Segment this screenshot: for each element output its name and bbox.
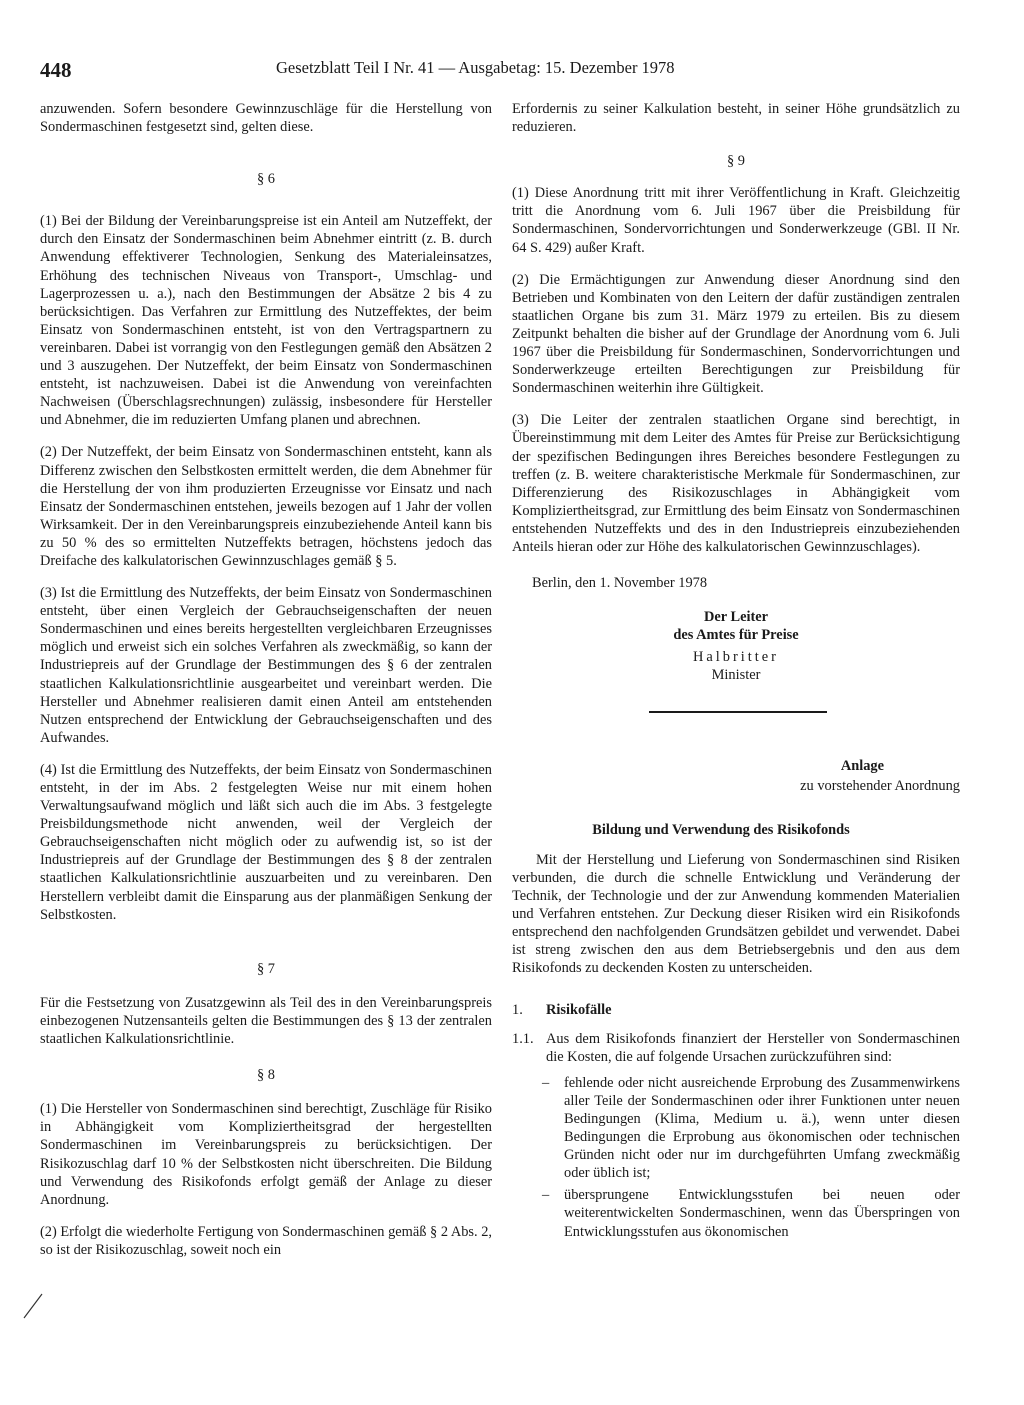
dash-item-1-text: fehlende oder nicht ausreichende Erprobung des Zusammenwirkens aller Teile der Sondermaschinen oder ihrer Funktionen unter neuen Bedingungen (Klima, Medium u. ä.), wenn unter diesen Bedingungen die Erprobung aus ökonomischen oder technischen Gründen nicht oder nur im durchgeführten Umfang zweckmäßig oder üblich ist; — [564, 1074, 960, 1182]
item-1-1 — [512, 1030, 960, 1066]
annex-subheading: zu vorstehender Anordnung — [800, 777, 960, 794]
page-header — [40, 58, 984, 84]
section-9-paragraph-3: (3) Die Leiter der zentralen staatlichen Organe sind berechtigt, in Übereinstimmung mit dem Leiter des Amtes für Preise zur Berücksichtigung der spezifischen Bedingungen ihres Bereiches besondere Festlegungen zu treffen (z. B. weitere charakteristische Merkmale für Sondermaschinen, zur Differenzierung des Risikozuschlages in Abhängigkeit vom Kompliziertheitsgrad, zur Ermittlung des beim Einsatz von Sondermaschinen entstehenden Nutzeffekts und des in den Industriepreis einzubeziehenden Anteils hieran oder zur Höhe des kalkulatorischen Gewinnzuschlages). — [512, 412, 960, 555]
item-1-heading — [512, 1001, 960, 1019]
section-9-heading: § 9 — [727, 153, 745, 170]
separator-rule — [649, 711, 827, 713]
dash-marker: – — [542, 1074, 550, 1091]
section-8-paragraph-1: (1) Die Hersteller von Sondermaschinen sind berechtigt, Zuschläge für Risiko in Abhängigkeit vom Kompliziertheitsgrad der hergestellten Sondermaschinen im Vereinbarungspreis zu berücksichtigen. Der Risikozuschlag darf 10 % der Selbstkosten nicht überschreiten. Die Bildung und Verwendung des Risikofonds erfolgt gemäß der Anlage zu dieser Anordnung. — [40, 1101, 492, 1208]
item-1-1-text: Aus dem Risikofonds finanziert der Hersteller von Sondermaschinen die Kosten, die auf folgende Ursachen zurückzuführen sind: — [546, 1030, 960, 1065]
section-8-heading: § 8 — [257, 1067, 275, 1084]
section-6-paragraph-4: (4) Ist die Ermittlung des Nutzeffekts, der beim Einsatz von Sondermaschinen entsteht, in der im Abs. 2 festgelegten Weise nur mit einem hohen Verwaltungsaufwand möglich und läßt sich auch die im Abs. 3 festgelegte Preisbildungsmethode nicht anwenden, weil der Vergleich der Gebrauchseigenschaften nicht möglich oder zu aufwendig ist, so ist der Industriepreis auf der Grundlage der Bestimmungen des § 8 der zentralen staatlichen Kalkulationsrichtlinie auszuarbeiten und zu vereinbaren. Den Herstellern verbleibt damit die Einsparung aus der planmäßigen Senkung der Selbstkosten. — [40, 761, 492, 923]
signatory-role: Minister — [711, 667, 761, 684]
paragraph-continuation: Erfordernis zu seiner Kalkulation besteht, in seiner Höhe grundsätzlich zu reduzieren. — [512, 101, 960, 136]
paragraph-continuation: anzuwenden. Sofern besondere Gewinnzuschläge für die Herstellung von Sondermaschinen festgesetzt sind, gelten diese. — [40, 101, 492, 136]
section-8-paragraph-2: (2) Erfolgt die wiederholte Fertigung von Sondermaschinen gemäß § 2 Abs. 2, so ist der Risikozuschlag, soweit noch ein — [40, 1223, 493, 1258]
dash-item-1 — [542, 1074, 960, 1183]
dash-item-2-text: übersprungene Entwicklungsstufen bei neuen oder weiterentwickelten Sondermaschinen, wenn das Überspringen von Entwicklungsstufen aus ökonomischen — [564, 1187, 960, 1240]
place-and-date: Berlin, den 1. November 1978 — [532, 575, 708, 592]
page-number: 448 — [40, 58, 72, 82]
margin-pencil-mark — [20, 1290, 50, 1320]
section-9-paragraph-2: (2) Die Ermächtigungen zur Anwendung dieser Anordnung sind den Betrieben und Kombinaten von den Leitern der dafür zuständigen zentralen staatlichen Organe bis zum 31. März 1979 zu erteilen. Bis zu diesem Zeitpunkt behalten die bisher auf der Grundlage der Anordnung vom 6. Juli 1967 über die Preisbildung für Sondermaschinen, Sondervorrichtungen und Sonderwerkzeuge erteilten Berechtigungen zur Preisbildung für Sondermaschinen weiterhin ihre Gültigkeit. — [512, 271, 960, 397]
section-7-heading: § 7 — [257, 960, 275, 977]
annex-heading: Anlage — [840, 757, 884, 774]
section-6-paragraph-1: (1) Bei der Bildung der Vereinbarungspreise ist ein Anteil am Nutzeffekt, der durch den Einsatz der Sondermaschinen beim Abnehmer eintritt (z. B. durch Anwendung effektiverer Technologien, Senkung des Materialeinsatzes, Erhöhung des technischen Niveaus von Transport-, Umschlag- und Lagerprozessen u. a.), nach den Bestimmungen der Absätze 2 bis 4 zu berücksichtigen. Das Verfahren zur Ermittlung des Nutzeffektes, der beim Einsatz von Sondermaschinen entsteht, ist von den Vertragspartnern zu vereinbaren. Dabei ist vorrangig von den Festlegungen gemäß den Absätzen 2 und 3 auszugehen. Der Nutzeffekt, der beim Einsatz von Sondermaschinen entsteht, ist nachzuweisen. Dabei ist die Anwendung von vereinfachten Nachweisen (Überschlagsrechnungen) zulässig, insbesondere für Hersteller und Abnehmer, die im reduzierten Umfang planen und abrechnen. — [40, 213, 492, 429]
section-6-paragraph-2: (2) Der Nutzeffekt, der beim Einsatz von Sondermaschinen entsteht, kann als Differenz zwischen den Selbstkosten ermittelt werden, die dem Abnehmer für die Herstellung der von ihm produzierten Erzeugnisse vor Einsatz und nach Einsatz der Sondermaschinen entstehen, jeweils bezogen auf 1 Jahr der vollen Wirksamkeit. Der in den Vereinbarungspreis einzubeziehende Anteil kann bis zu 50 % des so ermittelten Nutzeffekts betragen, höchstens jedoch das Dreifache des kalkulatorischen Gewinnzuschlages gemäß § 5. — [40, 444, 492, 569]
item-1-title: Risikofälle — [546, 1002, 612, 1019]
right-column — [512, 100, 960, 1241]
signature-title-1: Der Leiter — [703, 609, 769, 626]
section-9-paragraph-1: (1) Diese Anordnung tritt mit ihrer Veröffentlichung in Kraft. Gleichzeitig tritt die Anordnung vom 6. Juli 1967 über die Preisbildung für Sondermaschinen, Sondervorrichtungen und Sonderwerkzeuge (GBl. II Nr. 64 S. 429) außer Kraft. — [512, 185, 960, 256]
section-7-paragraph-1: Für die Festsetzung von Zusatzgewinn als Teil des in den Vereinbarungspreis einbezogenen Nutzensanteils gelten die Bestimmungen des § 13 der zentralen staatlichen Kalkulationsrichtlinie. — [40, 994, 492, 1048]
item-1-number: 1. — [512, 1002, 523, 1019]
dash-item-2 — [542, 1186, 960, 1240]
section-6-paragraph-3: (3) Ist die Ermittlung des Nutzeffekts, der beim Einsatz von Sondermaschinen entsteht, über einen Vergleich der Gebrauchseigenschaften der neuen Sondermaschinen und eines bereits hergestellten vergleichbaren Erzeugnisses möglich und erweist sich ein solches Verfahren als zweckmäßig, so kann der Industriepreis auf der Grundlage der Bestimmungen des § 6 der zentralen staatlichen Kalkulationsrichtlinie ausgearbeitet und vereinbart werden. Die Hersteller und Abnehmer realisieren damit einen Anteil am entstehenden Nutzen entsprechend der Entwicklung der Gebrauchseigenschaften und des Aufwandes. — [40, 585, 492, 746]
item-1-1-number: 1.1. — [512, 1030, 534, 1047]
annex-intro-paragraph: Mit der Herstellung und Lieferung von Sondermaschinen sind Risiken verbunden, die durch die schnelle Entwicklung und Veränderung der Technik, der Technologie und der zur Anwendung kommenden Materialien und Verfahren entstehen. Zur Deckung dieser Risiken wird ein Risikofonds entsprechend den nachfolgenden Grundsätzen gebildet und verwendet. Dabei ist streng zwischen den aus dem Betriebsergebnis und den aus dem Risikofonds zu deckenden Kosten zu unterscheiden. — [512, 851, 960, 977]
running-head: Gesetzblatt Teil I Nr. 41 — Ausgabetag: 15. Dezember 1978 — [276, 58, 675, 77]
annex-title: Bildung und Verwendung des Risikofonds — [592, 821, 850, 838]
signature-title-2: des Amtes für Preise — [673, 627, 799, 644]
left-column — [40, 100, 492, 1259]
signatory-name: Halbritter — [693, 649, 779, 666]
dash-marker: – — [542, 1187, 550, 1204]
section-6-heading: § 6 — [257, 171, 275, 188]
